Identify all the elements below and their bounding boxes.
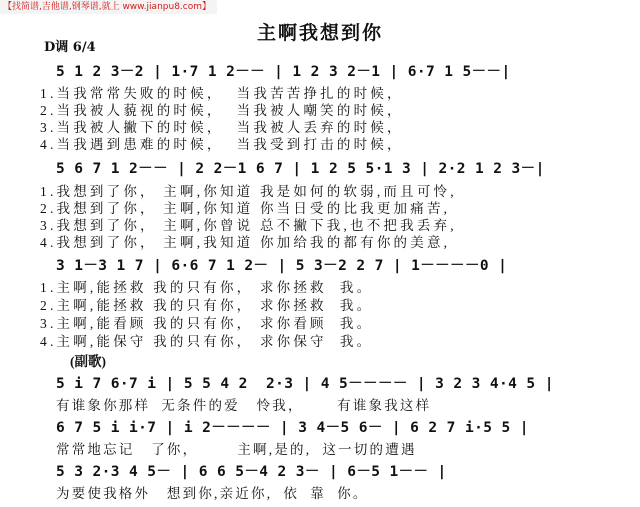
- notation-line-1: 5 1 2 3－2 | 1·7 1 2－－ | 1 2 3 2－1 | 6·7 1 5－－|: [56, 64, 511, 80]
- notation-line-2: 5 6 7 1 2－－ | 2 2－1 6 7 | 1 2 5 5·1 3 | 2·2 1 2 3－|: [56, 161, 545, 177]
- notation-line-3: 3 1－3 1 7 | 6·6 7 1 2－ | 5 3－2 2 7 | 1－－－－0 |: [56, 258, 508, 274]
- refrain-notation-1: 5 i 7 6·7 i | 5 5 4 2 2·3 | 4 5－－－－ | 3 2 3 4·4 5 |: [56, 376, 554, 392]
- lyric-line-1-1: 1.当我常常失败的时候， 当我苦苦挣扎的时候，: [40, 86, 404, 101]
- refrain-label: (副歌): [70, 354, 106, 369]
- lyric-line-2-4: 4.我想到了你， 主啊,我知道 你加给我的都有你的美意,: [40, 235, 451, 250]
- lyric-line-1-3: 3.当我被人撇下的时候， 当我被人丢弃的时候，: [40, 120, 404, 135]
- lyric-line-1-2: 2.当我被人藐视的时候， 当我被人嘲笑的时候，: [40, 103, 404, 118]
- watermark-banner: 【找简谱,吉他谱,钢琴谱,就上 www.jianpu8.com】: [0, 0, 217, 14]
- lyric-line-1-4: 4.当我遇到患难的时候， 当我受到打击的时候，: [40, 137, 404, 152]
- lyric-line-3-1: 1.主啊,能拯救 我的只有你， 求你拯救 我。: [40, 280, 374, 295]
- lyric-line-3-2: 2.主啊,能拯救 我的只有你， 求你拯救 我。: [40, 298, 374, 313]
- lyric-line-3-4: 4.主啊,能保守 我的只有你， 求你保守 我。: [40, 334, 374, 349]
- lyric-line-2-3: 3.我想到了你， 主啊,你曾说 总不撇下我,也不把我丢弃,: [40, 218, 457, 233]
- refrain-lyric-1: 有谁象你那样 无条件的爱 怜我， 有谁象我这样: [56, 398, 432, 413]
- refrain-notation-2: 6 7 5 i i·7 | i 2－－－－ | 3 4－5 6－ | 6 2 7 i·5 5 |: [56, 420, 529, 436]
- lyric-line-2-1: 1.我想到了你， 主啊,你知道 我是如何的软弱,而且可怜,: [40, 184, 457, 199]
- lyric-line-3-3: 3.主啊,能看顾 我的只有你， 求你看顾 我。: [40, 316, 374, 331]
- lyric-line-2-2: 2.我想到了你， 主啊,你知道 你当日受的比我更加痛苦,: [40, 201, 451, 216]
- refrain-notation-3: 5 3 2·3 4 5－ | 6 6 5－4 2 3－ | 6－5 1－－ |: [56, 464, 447, 480]
- song-title: 主啊我想到你: [256, 22, 383, 44]
- refrain-lyric-2: 常常地忘记 了你， 主啊,是的, 这一切的遭遇: [56, 442, 417, 457]
- key-signature: D调 6/4: [44, 40, 96, 55]
- refrain-lyric-3: 为要使我格外 想到你,亲近你, 依 靠 你。: [56, 486, 369, 501]
